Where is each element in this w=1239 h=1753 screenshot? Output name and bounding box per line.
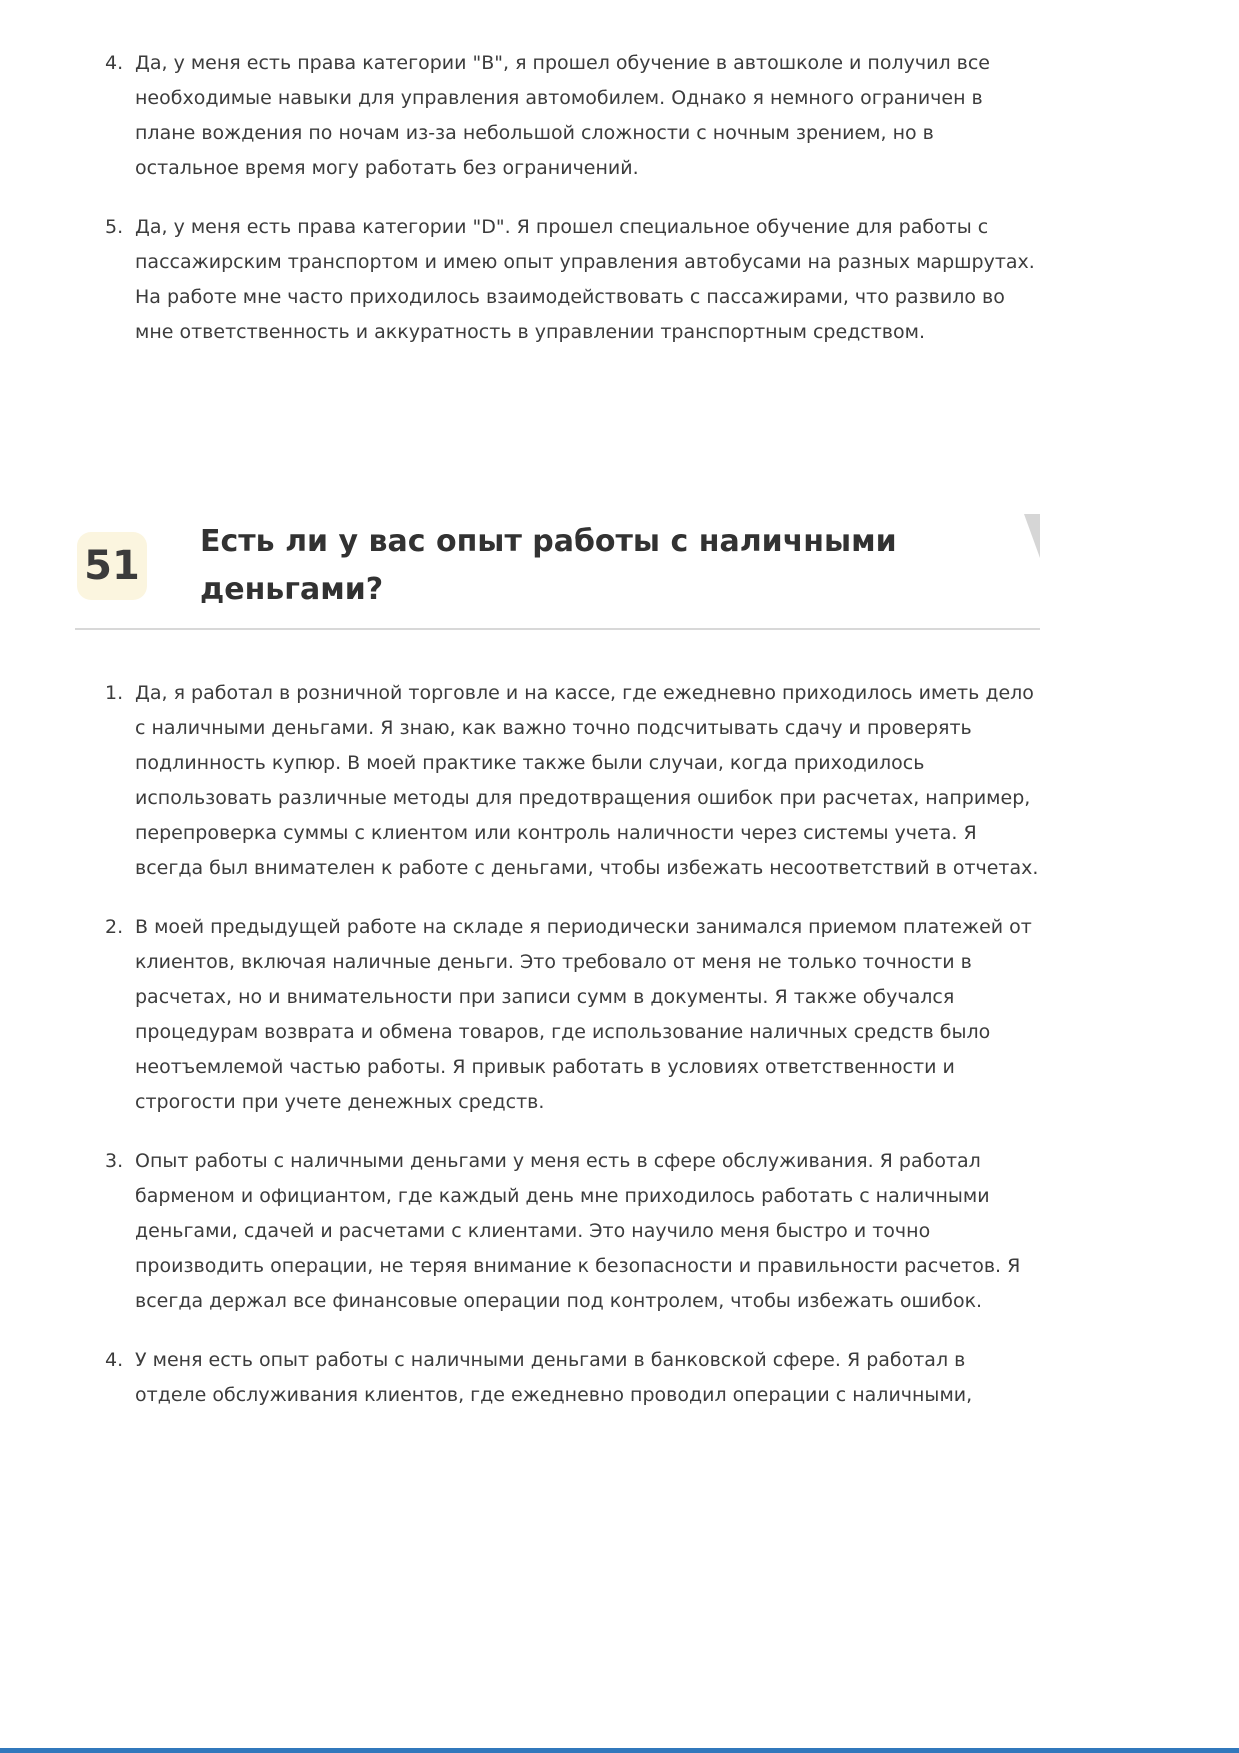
item-text: Да, у меня есть права категории "B", я прошел обучение в автошколе и получил все необходимые навыки для управления автомобилем. Однако я немного ограничен в плане вождения по ночам из-за небольшой сложности с ночным зрением, но в остальное время могу работать без ограничений. bbox=[135, 52, 990, 179]
item-text: Да, у меня есть права категории "D". Я прошел специальное обучение для работы с пассажирским транспортом и имею опыт управления автобусами на разных маршрутах. На работе мне часто приходилось взаимодействовать с пассажирами, что развило во мне ответственность и аккуратность в управлении транспортным средством. bbox=[135, 216, 1035, 343]
question-title: Есть ли у вас опыт работы с наличными деньгами? bbox=[200, 524, 897, 607]
list-item bbox=[75, 1343, 1040, 1413]
list-item bbox=[75, 46, 1040, 186]
item-number: 2. bbox=[105, 916, 124, 938]
previous-answers-list bbox=[75, 0, 1040, 350]
item-text: Опыт работы с наличными деньгами у меня есть в сфере обслуживания. Я работал барменом и официантом, где каждый день мне приходилось работать с наличными деньгами, сдачей и расчетами с клиентами. Это научило меня быстро и точно производить операции, не теряя внимание к безопасности и правильности расчетов. Я всегда держал все финансовые операции под контролем, чтобы избежать ошибок. bbox=[135, 1150, 1021, 1312]
item-number: 5. bbox=[105, 216, 124, 238]
answers-list bbox=[75, 676, 1040, 1413]
document-page bbox=[75, 0, 1040, 1437]
list-item bbox=[75, 910, 1040, 1120]
item-number: 1. bbox=[105, 682, 124, 704]
item-number: 4. bbox=[105, 52, 124, 74]
question-number-badge: 51 bbox=[77, 532, 147, 600]
item-text: У меня есть опыт работы с наличными деньгами в банковской сфере. Я работал в отделе обслуживания клиентов, где ежедневно проводил операции с наличными, bbox=[135, 1349, 973, 1406]
item-number: 3. bbox=[105, 1150, 124, 1172]
item-text: Да, я работал в розничной торговле и на кассе, где ежедневно приходилось иметь дело с наличными деньгами. Я знаю, как важно точно подсчитывать сдачу и проверять подлинность купюр. В моей практике также были случаи, когда приходилось использовать различные методы для предотвращения ошибок при расчетах, например, перепроверка суммы с клиентом или контроль наличности через системы учета. Я всегда был внимателен к работе с деньгами, чтобы избежать несоответствий в отчетах. bbox=[135, 682, 1039, 879]
header-divider bbox=[75, 628, 1040, 630]
item-number: 4. bbox=[105, 1349, 124, 1371]
question-header bbox=[75, 518, 1040, 614]
corner-decoration-icon bbox=[1024, 514, 1040, 558]
item-text: В моей предыдущей работе на складе я периодически занимался приемом платежей от клиентов, включая наличные деньги. Это требовало от меня не только точности в расчетах, но и внимательности при записи сумм в документы. Я также обучался процедурам возврата и обмена товаров, где использование наличных средств было неотъемлемой частью работы. Я привык работать в условиях ответственности и строгости при учете денежных средств. bbox=[135, 916, 1032, 1113]
list-item bbox=[75, 210, 1040, 350]
list-item bbox=[75, 676, 1040, 886]
page-bottom-accent-bar bbox=[0, 1748, 1239, 1753]
list-item bbox=[75, 1144, 1040, 1319]
